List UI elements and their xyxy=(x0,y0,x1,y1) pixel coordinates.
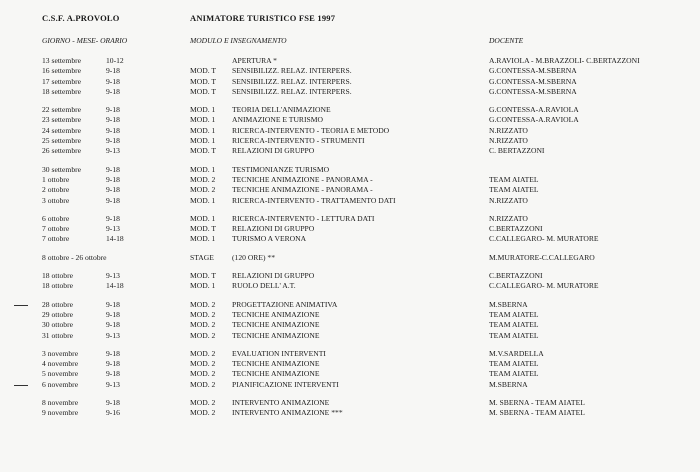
row-date: 4 novembre xyxy=(42,359,79,369)
schedule-row xyxy=(0,271,700,281)
row-time: 9-18 xyxy=(106,174,120,184)
row-module: MOD. 2 xyxy=(190,348,216,358)
row-module: MOD. 1 xyxy=(190,195,216,205)
row-date: 24 settembre xyxy=(42,125,82,135)
schedule-row xyxy=(0,300,700,310)
row-date: 3 novembre xyxy=(42,348,79,358)
row-topic: PROGETTAZIONE ANIMATIVA xyxy=(232,299,338,309)
schedule-row xyxy=(0,214,700,224)
row-topic: TECNICHE ANIMAZIONE xyxy=(232,330,320,340)
row-time: 9-18 xyxy=(106,66,120,76)
row-date: 7 ottobre xyxy=(42,234,70,244)
row-module: MOD. 1 xyxy=(190,281,216,291)
row-date: 28 ottobre xyxy=(42,299,74,309)
row-topic: TECNICHE ANIMAZIONE xyxy=(232,359,320,369)
row-module: MOD. 2 xyxy=(190,379,216,389)
row-teacher: M.SBERNA xyxy=(489,379,528,389)
row-date: 25 settembre xyxy=(42,136,82,146)
row-time: 9-18 xyxy=(106,359,120,369)
row-time: 9-18 xyxy=(106,185,120,195)
row-teacher: N.RIZZATO xyxy=(489,136,528,146)
row-topic: RELAZIONI DI GRUPPO xyxy=(232,146,315,156)
row-date: 17 settembre xyxy=(42,76,82,86)
row-date: 13 settembre xyxy=(42,56,82,65)
row-time: 9-13 xyxy=(106,379,120,389)
row-module: MOD. 2 xyxy=(190,185,216,195)
row-teacher: G.CONTESSA-M.SBERNA xyxy=(489,66,577,76)
row-topic: RELAZIONI DI GRUPPO xyxy=(232,271,315,281)
row-date: 9 novembre xyxy=(42,408,79,418)
row-teacher: TEAM AIATEL xyxy=(489,359,539,369)
schedule-row xyxy=(0,369,700,379)
row-module: MOD. 1 xyxy=(190,125,216,135)
row-topic: SENSIBILIZZ. RELAZ. INTERPERS. xyxy=(232,66,352,76)
row-teacher: C.CALLEGARO- M. MURATORE xyxy=(489,234,599,244)
row-teacher: M. SBERNA - TEAM AIATEL xyxy=(489,398,585,408)
row-teacher: C. BERTAZZONI xyxy=(489,146,545,156)
row-teacher: TEAM AIATEL xyxy=(489,174,539,184)
schedule-row xyxy=(0,398,700,408)
row-teacher: C.BERTAZZONI xyxy=(489,271,543,281)
row-topic: TECNICHE ANIMAZIONE - PANORAMA - xyxy=(232,185,373,195)
row-teacher: N.RIZZATO xyxy=(489,125,528,135)
row-teacher: M. SBERNA - TEAM AIATEL xyxy=(489,408,585,418)
row-time: 9-13 xyxy=(106,146,120,156)
pen-mark xyxy=(14,305,28,306)
row-module: MOD. T xyxy=(190,76,217,86)
pen-mark xyxy=(14,385,28,386)
row-time: 14-18 xyxy=(106,281,124,291)
row-time: 9-18 xyxy=(106,76,120,86)
row-topic: EVALUATION INTERVENTI xyxy=(232,348,326,358)
row-time: 9-18 xyxy=(106,369,120,379)
schedule-row xyxy=(0,281,700,291)
row-time: 9-18 xyxy=(106,299,120,309)
row-time: 10-12 xyxy=(106,56,124,65)
teacher-column-header: DOCENTE xyxy=(489,36,524,45)
row-time: 9-18 xyxy=(106,320,120,330)
course-title: ANIMATORE TURISTICO FSE 1997 xyxy=(190,13,336,23)
row-date: 2 ottobre xyxy=(42,185,70,195)
schedule-row xyxy=(0,175,700,185)
row-module: MOD. 1 xyxy=(190,115,216,125)
row-topic: SENSIBILIZZ. RELAZ. INTERPERS. xyxy=(232,86,352,96)
row-teacher: M.V.SARDELLA xyxy=(489,348,544,358)
row-time: 9-13 xyxy=(106,330,120,340)
row-teacher: G.CONTESSA-M.SBERNA xyxy=(489,86,577,96)
row-date: 16 settembre xyxy=(42,66,82,76)
row-module: STAGE xyxy=(190,252,214,262)
row-date: 8 novembre xyxy=(42,398,79,408)
row-topic: RUOLO DELL' A.T. xyxy=(232,281,296,291)
row-date: 29 ottobre xyxy=(42,309,74,319)
row-date: 1 ottobre xyxy=(42,174,70,184)
row-module: MOD. 2 xyxy=(190,299,216,309)
schedule-row xyxy=(0,349,700,359)
row-module: MOD. 2 xyxy=(190,369,216,379)
schedule-row xyxy=(0,66,700,76)
row-time: 9-13 xyxy=(106,224,120,234)
row-topic: PIANIFICAZIONE INTERVENTI xyxy=(232,379,339,389)
row-teacher: TEAM AIATEL xyxy=(489,185,539,195)
row-topic: TURISMO A VERONA xyxy=(232,234,307,244)
row-teacher: M.MURATORE-C.CALLEGARO xyxy=(489,252,595,262)
schedule-row xyxy=(0,359,700,369)
row-module: MOD. 2 xyxy=(190,309,216,319)
row-time: 9-18 xyxy=(106,105,120,115)
schedule-row xyxy=(0,224,700,234)
row-module: MOD. 2 xyxy=(190,359,216,369)
schedule-row xyxy=(0,380,700,390)
row-topic: TECNICHE ANIMAZIONE xyxy=(232,320,320,330)
row-topic: RICERCA-INTERVENTO - TEORIA E METODO xyxy=(232,125,390,135)
row-topic: INTERVENTO ANIMAZIONE *** xyxy=(232,408,343,418)
row-date: 6 ottobre xyxy=(42,213,70,223)
schedule-row xyxy=(0,105,700,115)
row-teacher: C.BERTAZZONI xyxy=(489,224,543,234)
schedule-table xyxy=(0,56,700,419)
row-teacher: TEAM AIATEL xyxy=(489,309,539,319)
row-topic: TECNICHE ANIMAZIONE - PANORAMA - xyxy=(232,174,373,184)
row-topic: TECNICHE ANIMAZIONE xyxy=(232,309,320,319)
row-time: 9-18 xyxy=(106,348,120,358)
row-module: MOD. 2 xyxy=(190,320,216,330)
row-time: 9-16 xyxy=(106,408,120,418)
row-date: 30 settembre xyxy=(42,164,82,174)
row-date: 26 settembre xyxy=(42,146,82,156)
organization-title: C.S.F. A.PROVOLO xyxy=(42,13,120,23)
schedule-row xyxy=(0,146,700,156)
row-teacher: M.SBERNA xyxy=(489,299,528,309)
row-module: MOD. 2 xyxy=(190,408,216,418)
row-time: 9-18 xyxy=(106,86,120,96)
schedule-row xyxy=(0,196,700,206)
row-time: 14-18 xyxy=(106,234,124,244)
schedule-row xyxy=(0,331,700,341)
row-module: MOD. T xyxy=(190,86,217,96)
row-time: 9-13 xyxy=(106,271,120,281)
row-topic: TECNICHE ANIMAZIONE xyxy=(232,369,320,379)
row-topic: RICERCA-INTERVENTO - LETTURA DATI xyxy=(232,213,375,223)
schedule-row xyxy=(0,310,700,320)
row-time: 9-18 xyxy=(106,195,120,205)
row-date: 18 ottobre xyxy=(42,271,74,281)
schedule-row xyxy=(0,320,700,330)
row-date: 18 ottobre xyxy=(42,281,74,291)
schedule-row xyxy=(0,126,700,136)
schedule-row xyxy=(0,253,700,263)
schedule-row xyxy=(0,408,700,418)
row-module: MOD. T xyxy=(190,146,217,156)
schedule-row xyxy=(0,77,700,87)
row-teacher: A.RAVIOLA - M.BRAZZOLI- C.BERTAZZONI xyxy=(489,56,640,65)
row-date: 18 settembre xyxy=(42,86,82,96)
row-date: 3 ottobre xyxy=(42,195,70,205)
row-time: 9-18 xyxy=(106,398,120,408)
schedule-row xyxy=(0,115,700,125)
row-topic: TESTIMONIANZE TURISMO xyxy=(232,164,330,174)
row-date: 31 ottobre xyxy=(42,330,74,340)
row-module: MOD. 1 xyxy=(190,105,216,115)
row-teacher: N.RIZZATO xyxy=(489,195,528,205)
row-topic: INTERVENTO ANIMAZIONE xyxy=(232,398,330,408)
row-teacher: TEAM AIATEL xyxy=(489,320,539,330)
row-module: MOD. 1 xyxy=(190,213,216,223)
row-time: 9-18 xyxy=(106,164,120,174)
row-teacher: G.CONTESSA-M.SBERNA xyxy=(489,76,577,86)
row-teacher: G.CONTESSA-A.RAVIOLA xyxy=(489,105,579,115)
row-teacher: TEAM AIATEL xyxy=(489,330,539,340)
row-time: 9-18 xyxy=(106,309,120,319)
row-teacher: N.RIZZATO xyxy=(489,213,528,223)
row-topic: ANIMAZIONE E TURISMO xyxy=(232,115,323,125)
row-module: MOD. 2 xyxy=(190,174,216,184)
schedule-row xyxy=(0,56,700,66)
row-topic: SENSIBILIZZ. RELAZ. INTERPERS. xyxy=(232,76,352,86)
row-module: MOD. 1 xyxy=(190,164,216,174)
row-teacher: TEAM AIATEL xyxy=(489,369,539,379)
row-date: 7 ottobre xyxy=(42,224,70,234)
row-topic: (120 ORE) ** xyxy=(232,252,276,262)
row-module: MOD. T xyxy=(190,271,217,281)
schedule-row xyxy=(0,87,700,97)
row-teacher: C.CALLEGARO- M. MURATORE xyxy=(489,281,599,291)
row-time: 9-18 xyxy=(106,213,120,223)
row-module: MOD. 1 xyxy=(190,234,216,244)
row-module: MOD. 2 xyxy=(190,330,216,340)
row-date: 30 ottobre xyxy=(42,320,74,330)
date-column-header: GIORNO - MESE- ORARIO xyxy=(42,36,128,45)
row-teacher: G.CONTESSA-A.RAVIOLA xyxy=(489,115,579,125)
row-topic: RELAZIONI DI GRUPPO xyxy=(232,224,315,234)
row-time: 9-18 xyxy=(106,115,120,125)
row-topic: RICERCA-INTERVENTO - STRUMENTI xyxy=(232,136,365,146)
row-date: 6 novembre xyxy=(42,379,79,389)
row-topic: TEORIA DELL'ANIMAZIONE xyxy=(232,105,331,115)
row-time: 9-18 xyxy=(106,125,120,135)
row-date: 22 settembre xyxy=(42,105,82,115)
schedule-row xyxy=(0,185,700,195)
row-topic: APERTURA * xyxy=(232,56,277,65)
schedule-row xyxy=(0,165,700,175)
row-module: MOD. T xyxy=(190,224,217,234)
row-module: MOD. 2 xyxy=(190,398,216,408)
row-date: 23 settembre xyxy=(42,115,82,125)
schedule-row xyxy=(0,234,700,244)
row-date: 5 novembre xyxy=(42,369,79,379)
row-date: 8 ottobre - 26 ottobre xyxy=(42,252,107,262)
schedule-row xyxy=(0,136,700,146)
row-time: 9-18 xyxy=(106,136,120,146)
row-module: MOD. 1 xyxy=(190,136,216,146)
row-topic: RICERCA-INTERVENTO - TRATTAMENTO DATI xyxy=(232,195,396,205)
module-column-header: MODULO E INSEGNAMENTO xyxy=(190,36,287,45)
row-module: MOD. T xyxy=(190,66,217,76)
